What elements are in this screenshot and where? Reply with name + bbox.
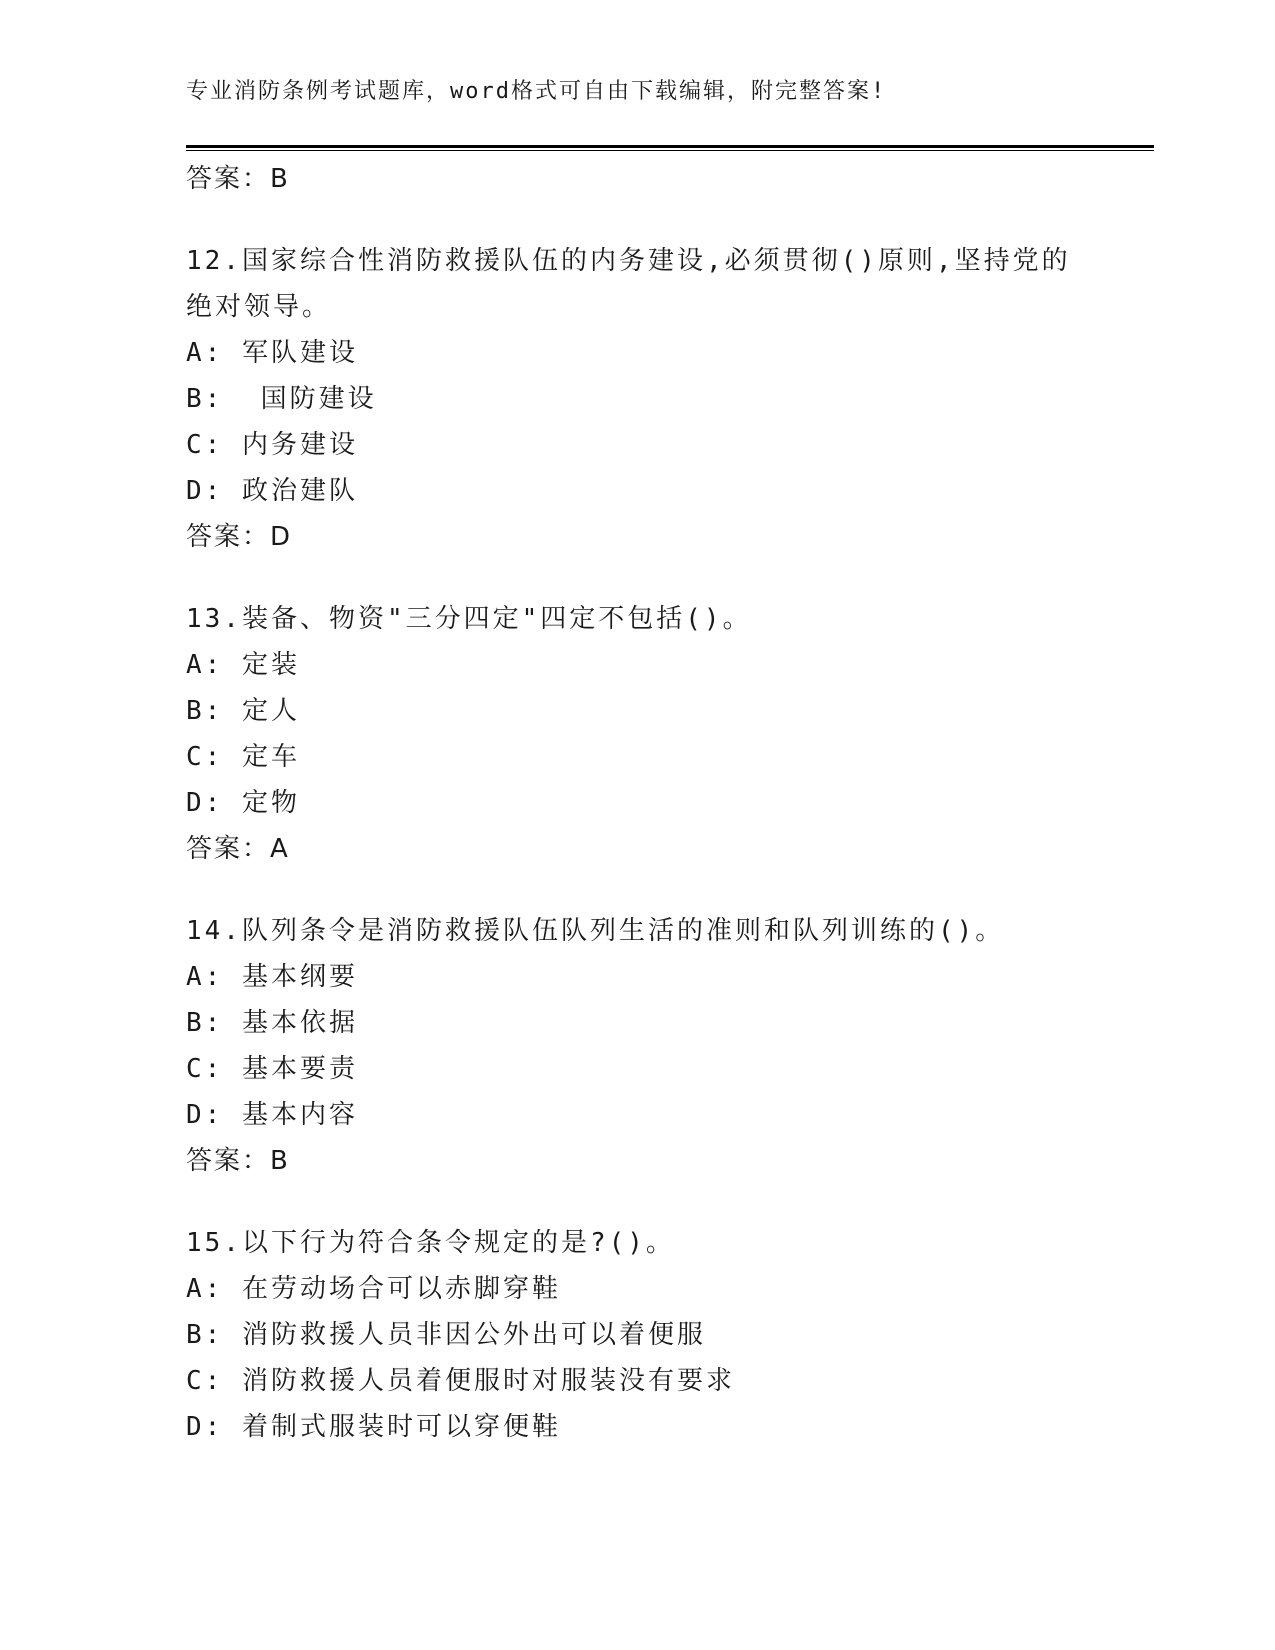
option-b: B: 基本依据 (186, 1008, 358, 1038)
question-block (186, 1220, 1086, 1450)
question-block (186, 908, 1086, 1184)
question-block (186, 596, 1086, 872)
page-header-text: 专业消防条例考试题库，word格式可自由下载编辑，附完整答案! (186, 79, 887, 104)
answer-line: 答案：A (186, 834, 290, 864)
option-d: D: 基本内容 (186, 1100, 358, 1130)
option-a: A: 定装 (186, 650, 300, 680)
option-d: D: 政治建队 (186, 476, 358, 506)
header-rule-thin (186, 150, 1154, 151)
question-text: 15.以下行为符合条令规定的是?()。 (186, 1228, 675, 1258)
question-text: 13.装备、物资"三分四定"四定不包括()。 (186, 604, 752, 634)
option-c: C: 内务建设 (186, 430, 358, 460)
option-a: A: 军队建设 (186, 338, 358, 368)
answer-line: 答案：D (186, 522, 293, 552)
question-text: 12.国家综合性消防救援队伍的内务建设,必须贯彻()原则,坚持党的绝对领导。 (186, 246, 1071, 322)
option-c: C: 消防救援人员着便服时对服装没有要求 (186, 1366, 735, 1396)
option-d: D: 定物 (186, 788, 300, 818)
answer-line: 答案：B (186, 1146, 290, 1176)
question-block (186, 238, 1086, 560)
question-text: 14.队列条令是消防救援队伍队列生活的准则和队列训练的()。 (186, 916, 1005, 946)
option-c: C: 基本要责 (186, 1054, 358, 1084)
option-a: A: 在劳动场合可以赤脚穿鞋 (186, 1274, 561, 1304)
answer-line: 答案：B (186, 164, 290, 194)
option-b: B: 消防救援人员非因公外出可以着便服 (186, 1320, 706, 1350)
option-b: B: 定人 (186, 696, 300, 726)
header-rule-thick (186, 145, 1154, 148)
option-d: D: 着制式服装时可以穿便鞋 (186, 1412, 561, 1442)
option-c: C: 定车 (186, 742, 300, 772)
document-body (186, 156, 1086, 1450)
option-b: B: 国防建设 (186, 384, 377, 414)
option-a: A: 基本纲要 (186, 962, 358, 992)
